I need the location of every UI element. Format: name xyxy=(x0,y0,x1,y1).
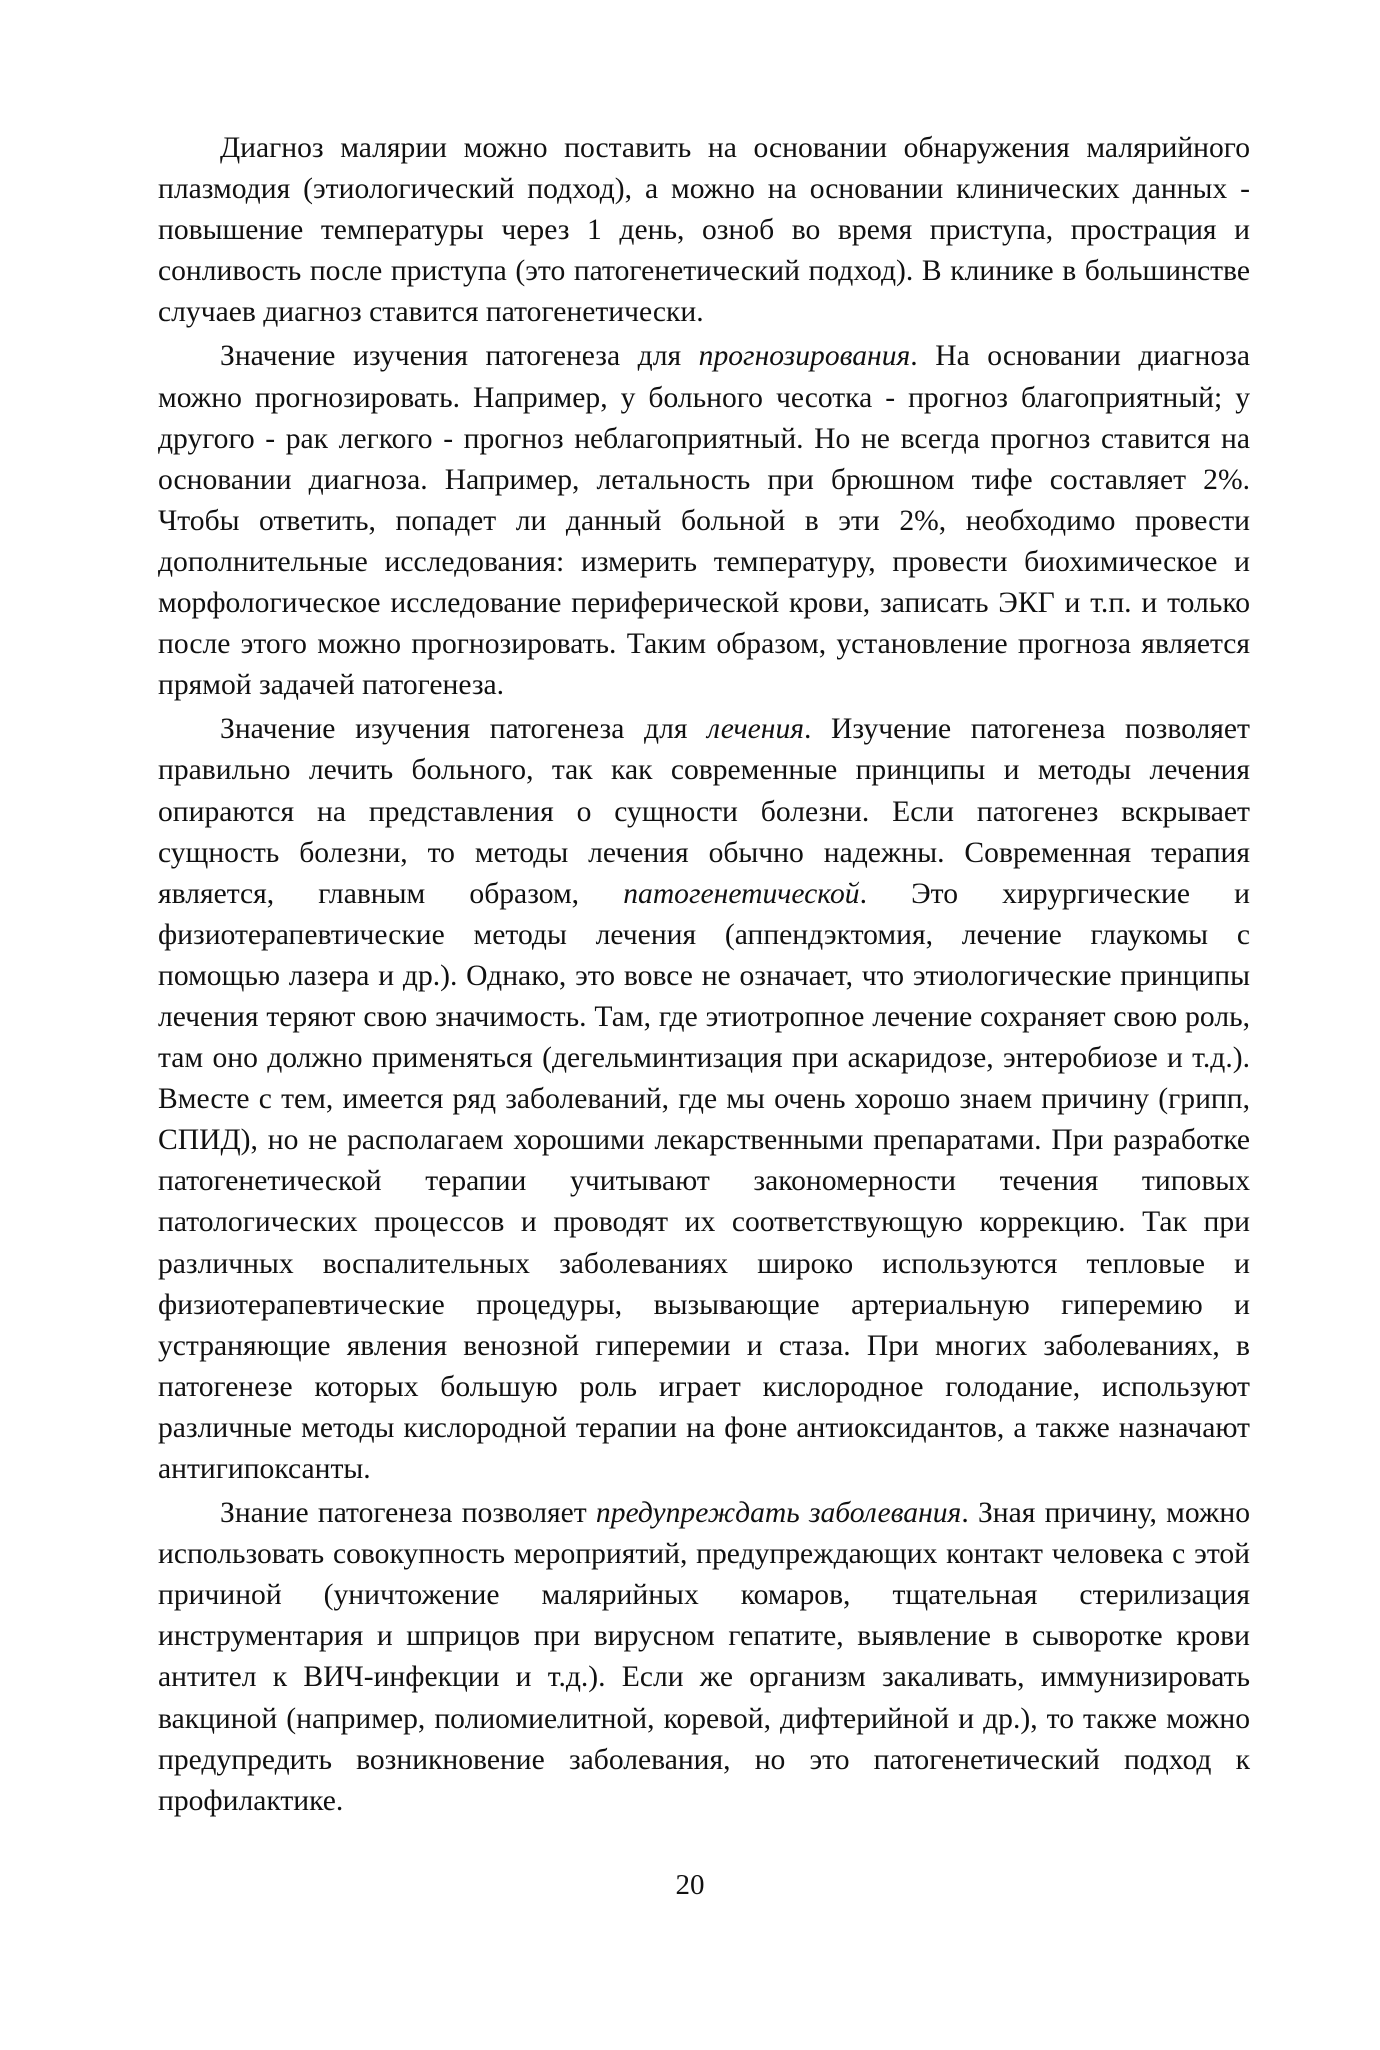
paragraph-malaria-diagnosis xyxy=(158,128,1250,333)
emphasis-prevention: предупреждать заболевания xyxy=(595,1497,962,1530)
paragraph-text: Значение изучения патогенеза для xyxy=(220,340,699,373)
paragraph-prevention xyxy=(158,1493,1250,1822)
emphasis-prognosis: прогнозирования xyxy=(698,340,911,373)
paragraph-text: . Зная причину, можно использовать совокупность мероприятий, предупреждающих контакт человека с этой причиной (уничтожение малярийных комаров, тщательная стерилизация инструментария и шприцов при вирусном гепатите, выявление в сыворотке крови антител к ВИЧ-инфекции и т.д.). Если же организм закаливать, иммунизировать вакциной (например, полиомиелитной, коревой, дифтерийной и др.), то также можно предупредить возникновение заболевания, но это патогенетический подход к профилактике. xyxy=(158,1497,1251,1817)
paragraph-text: . Изучение патогенеза позволяет правильно лечить больного, так как современные принципы и методы лечения опираются на представления о сущности болезни. Если патогенез вскрывает сущность болезни, то методы лечения обычно надежны. Современная терапия является, главным образом, xyxy=(158,713,1250,910)
paragraph-treatment xyxy=(158,709,1250,1490)
emphasis-treatment: лечения xyxy=(707,713,804,746)
paragraph-text: . На основании диагноза можно прогнозировать. Например, у больного чесотка - прогноз благоприятный; у другого - рак легкого - прогноз неблагоприятный. Но не всегда прогноз ставится на основании диагноза. Например, летальность при брюшном тифе составляет 2%. Чтобы ответить, попадет ли данный больной в эти 2%, необходимо провести дополнительные исследования: измерить температуру, провести биохимическое и морфологическое исследование периферической крови, записать ЭКГ и т.п. и только после этого можно прогнозировать. Таким образом, установление прогноза является прямой задачей патогенеза. xyxy=(158,340,1250,702)
paragraph-text: Значение изучения патогенеза для xyxy=(220,713,708,746)
emphasis-pathogenetic: патогенетической xyxy=(623,877,860,910)
paragraph-text: . Это хирургические и физиотерапевтические методы лечения (аппендэктомия, лечение глаукомы с помощью лазера и др.). Однако, это вовсе не означает, что этиологические принципы лечения теряют свою значимость. Там, где этиотропное лечение сохраняет свою роль, там оно должно применяться (дегельминтизация при аскаридозе, энтеробиозе и т.д.). Вместе с тем, имеется ряд заболеваний, где мы очень хорошо знаем причину (грипп, СПИД), но не располагаем хорошими лекарственными препаратами. При разработке патогенетической терапии учитывают закономерности течения типовых патологических процессов и проводят их соответствующую коррекцию. Так при различных воспалительных заболеваниях широко используются тепловые и физиотерапевтические процедуры, вызывающие артериальную гиперемию и устраняющие явления венозной гиперемии и стаза. При многих заболеваниях, в патогенезе которых большую роль играет кислородное голодание, используют различные методы кислородной терапии на фоне антиоксидантов, а также назначают антигипоксанты. xyxy=(158,877,1250,1485)
paragraph-prognosis xyxy=(158,336,1250,706)
paragraph-text: Знание патогенеза позволяет xyxy=(220,1497,596,1530)
body-text xyxy=(158,128,1250,1822)
paragraph-text: Диагноз малярии можно поставить на основании обнаружения малярийного плазмодия (этиологический подход), а можно на основании клинических данных - повышение температуры через 1 день, озноб во время приступа, прострация и сонливость после приступа (это патогенетический подход). В клинике в большинстве случаев диагноз ставится патогенетически. xyxy=(158,132,1250,329)
page-number: 20 xyxy=(675,1869,705,1901)
